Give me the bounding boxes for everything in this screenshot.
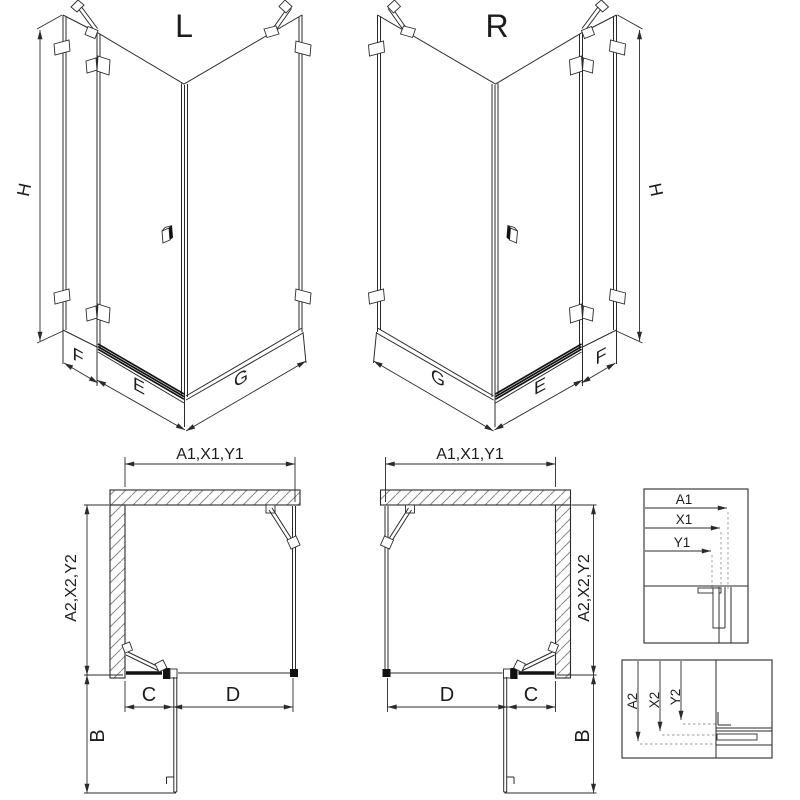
iso-left-g-label: G — [234, 365, 248, 393]
plan-left-width-dim-label: A1,X1,Y1 — [176, 446, 244, 463]
iso-right-height-label: H — [644, 181, 668, 199]
iso-view-right — [369, 0, 668, 431]
iso-left-height-label: H — [12, 181, 36, 199]
detail-depth-y2-label: Y2 — [668, 688, 683, 706]
plan-left-wall-hatching — [110, 490, 300, 678]
plan-right-c-dim-label: C — [523, 684, 539, 706]
iso-left-e-label: E — [132, 373, 146, 400]
detail-depth-x2-label: X2 — [647, 691, 662, 709]
detail-box-width — [644, 489, 748, 643]
plan-right-depth-dim-label: A2,X2,Y2 — [576, 554, 593, 622]
plan-left-c-dim-label: C — [141, 684, 157, 706]
detail-width-x1-label: X1 — [675, 512, 693, 527]
plan-right-width-dim-label: A1,X1,Y1 — [436, 446, 504, 463]
iso-right-e-label: E — [533, 373, 547, 400]
plan-view-left — [63, 446, 300, 793]
plan-left-d-dim-label: D — [225, 684, 241, 706]
plan-right-d-dim-label: D — [439, 684, 455, 706]
iso-right-g-label: G — [431, 365, 445, 393]
iso-left-view-label: L — [175, 8, 193, 44]
profile-section-vertical — [716, 660, 772, 758]
detail-width-y1-label: Y1 — [673, 535, 691, 550]
detail-width-a1-label: A1 — [675, 492, 693, 507]
plan-right-wall-hatching — [381, 490, 571, 678]
iso-left-f-label: F — [72, 344, 84, 370]
plan-left-b-dim-label: B — [87, 729, 109, 743]
iso-view-left — [13, 0, 311, 431]
plan-left-depth-dim-label: A2,X2,Y2 — [63, 554, 80, 622]
plan-right-b-dim-label: B — [572, 729, 594, 743]
detail-box-depth — [622, 660, 772, 758]
iso-right-view-label: R — [485, 8, 509, 44]
plan-view-right — [381, 446, 597, 793]
profile-section-horizontal — [644, 586, 748, 643]
detail-depth-a2-label: A2 — [625, 692, 640, 710]
iso-right-f-label: F — [595, 344, 607, 370]
